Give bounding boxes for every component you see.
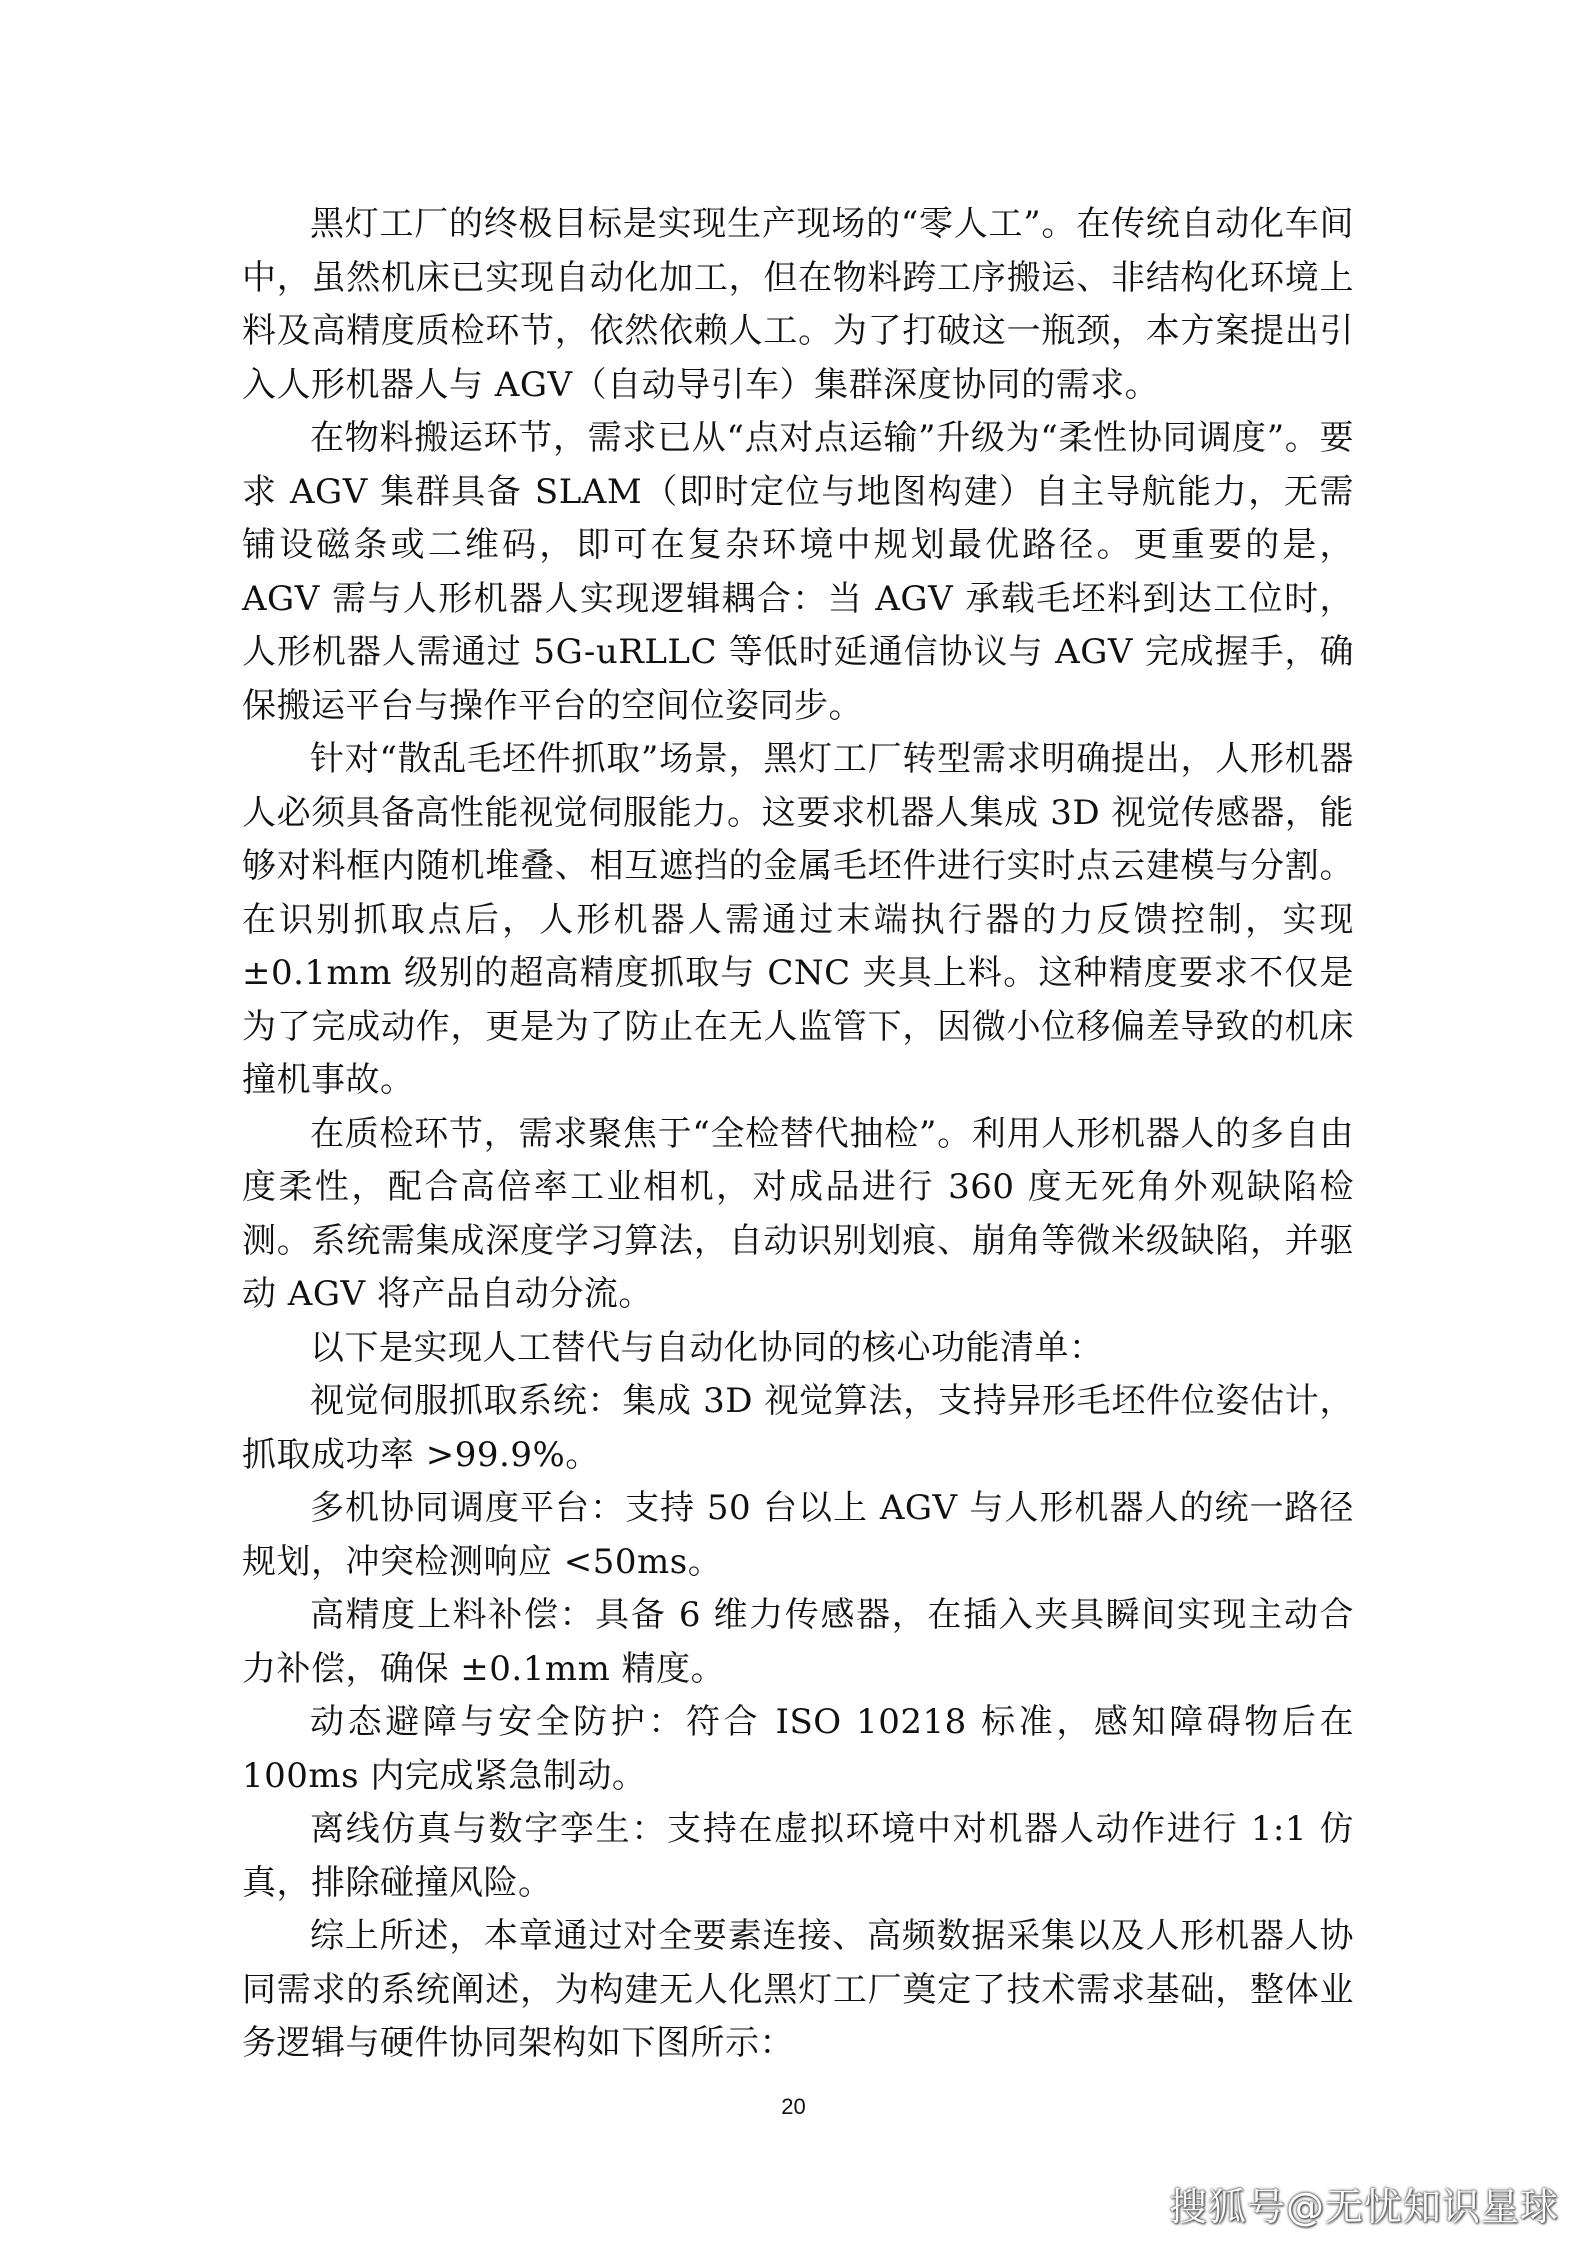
- paragraph: 以下是实现人工替代与自动化协同的核心功能清单：: [310, 1327, 1104, 1368]
- list-item: 多机协同调度平台：支持 50 台以上 AGV 与人形机器人的统一路径规划，冲突检测响应 <50ms。: [242, 1488, 1354, 1582]
- list-item: 视觉伺服抓取系统：集成 3D 视觉算法，支持异形毛坯件位姿估计，抓取成功率 >99.9%。: [242, 1381, 1354, 1475]
- paragraph: 在物料搬运环节，需求已从“点对点运输”升级为“柔性协同调度”。要求 AGV 集群具备 SLAM（即时定位与地图构建）自主导航能力，无需铺设磁条或二维码，即可在复杂环境中规划最优路径。更重要的是，AGV 需与人形机器人实现逻辑耦合：当 AGV 承载毛坯料到达工位时，人形机器人需通过 5G-uRLLC 等低时延通信协议与 AGV 完成握手，确保搬运平台与操作平台的空间位姿同步。: [242, 418, 1354, 726]
- paragraph: 针对“散乱毛坯件抓取”场景，黑灯工厂转型需求明确提出，人形机器人必须具备高性能视觉伺服能力。这要求机器人集成 3D 视觉传感器，能够对料框内随机堆叠、相互遮挡的金属毛坯件进行实时点云建模与分割。在识别抓取点后，人形机器人需通过末端执行器的力反馈控制，实现 ±0.1mm 级别的超高精度抓取与 CNC 夹具上料。这种精度要求不仅是为了完成动作，更是为了防止在无人监管下，因微小位移偏差导致的机床撞机事故。: [242, 739, 1354, 1100]
- paragraph: 黑灯工厂的终极目标是实现生产现场的“零人工”。在传统自动化车间中，虽然机床已实现自动化加工，但在物料跨工序搬运、非结构化环境上料及高精度质检环节，依然依赖人工。为了打破这一瓶颈，本方案提出引入人形机器人与 AGV（自动导引车）集群深度协同的需求。: [242, 204, 1354, 405]
- document-body: [242, 198, 1354, 2071]
- list-item: 离线仿真与数字孪生：支持在虚拟环境中对机器人动作进行 1:1 仿真，排除碰撞风险。: [242, 1809, 1354, 1903]
- page-number: 20: [781, 2094, 806, 2119]
- list-item: 高精度上料补偿：具备 6 维力传感器，在插入夹具瞬间实现主动合力补偿，确保 ±0.1mm 精度。: [242, 1595, 1354, 1689]
- watermark: 搜狐号@无忧知识星球: [1168, 2185, 1559, 2229]
- list-item: 动态避障与安全防护：符合 ISO 10218 标准，感知障碍物后在 100ms 内完成紧急制动。: [242, 1702, 1354, 1796]
- paragraph: 在质检环节，需求聚焦于“全检替代抽检”。利用人形机器人的多自由度柔性，配合高倍率工业相机，对成品进行 360 度无死角外观缺陷检测。系统需集成深度学习算法，自动识别划痕、崩角等微米级缺陷，并驱动 AGV 将产品自动分流。: [242, 1113, 1354, 1314]
- paragraph: 综上所述，本章通过对全要素连接、高频数据采集以及人形机器人协同需求的系统阐述，为构建无人化黑灯工厂奠定了技术需求基础，整体业务逻辑与硬件协同架构如下图所示：: [242, 1916, 1354, 2063]
